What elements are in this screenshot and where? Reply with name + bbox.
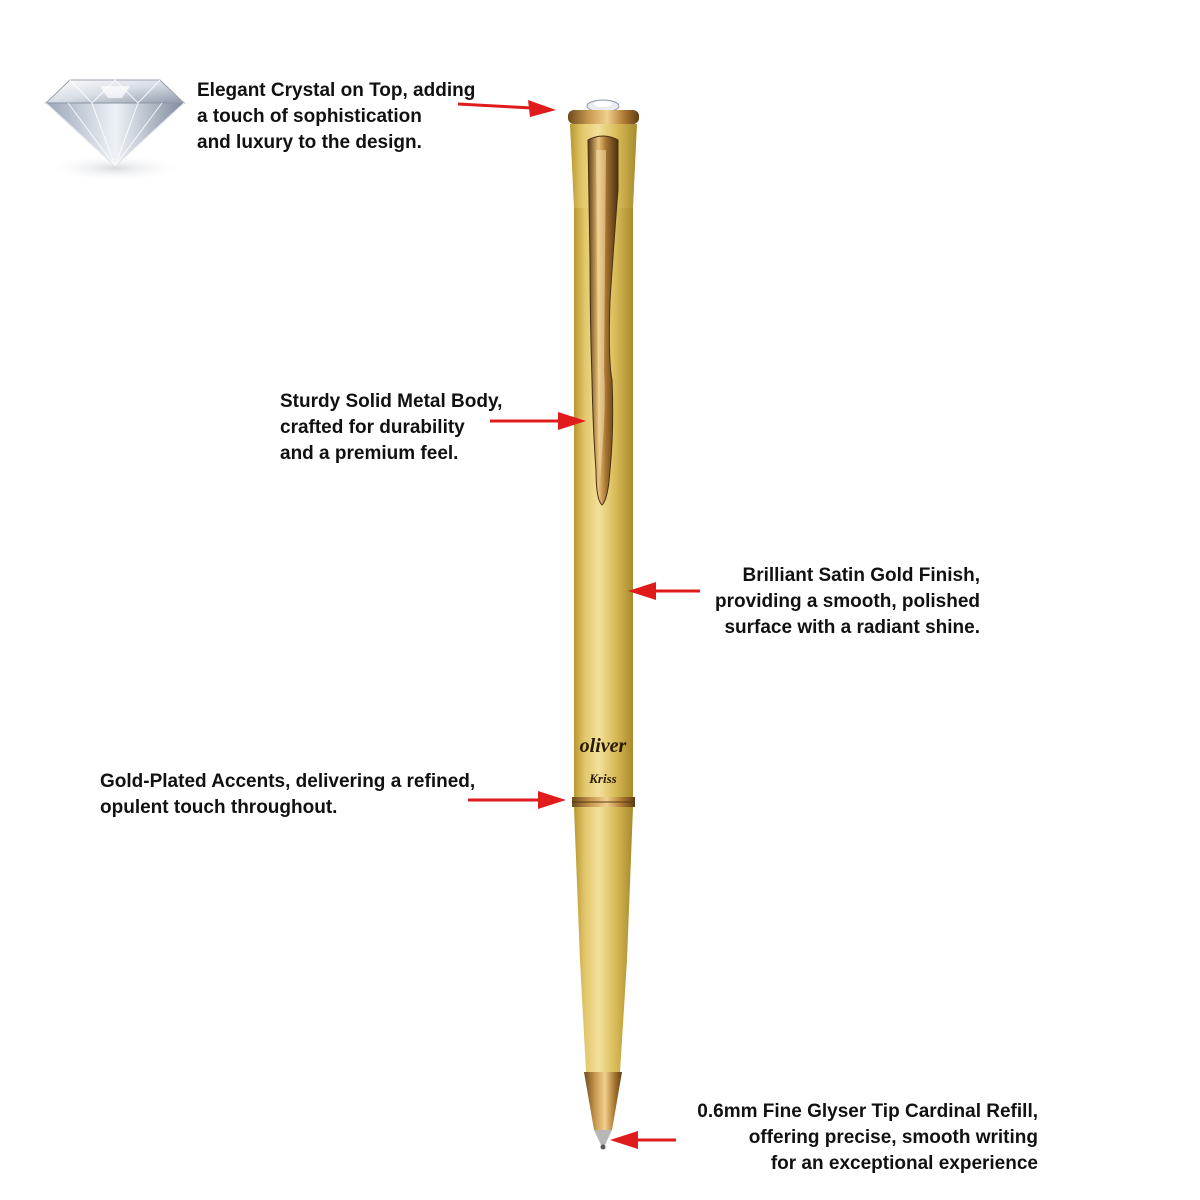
callout-line: for an exceptional experience [770,1153,1038,1174]
callout-line: Sturdy Solid Metal Body, [280,391,503,412]
callout-line: opulent touch throughout. [100,797,338,818]
cap-top-ring [568,110,639,124]
arrow-refill [610,1131,676,1149]
callout-line: Brilliant Satin Gold Finish, [742,565,980,586]
callout-line: providing a smooth, polished [715,591,980,612]
arrow-finish [628,582,700,600]
callout-line: surface with a radiant shine. [724,617,980,638]
arrow-body [490,412,586,430]
callout-line: and luxury to the design. [197,132,422,153]
callout-line: Elegant Crystal on Top, adding [197,80,476,101]
diamond-icon [45,80,185,182]
pen-tip-cone [584,1072,622,1130]
callout-refill [697,1099,1038,1177]
callout-line: a touch of sophistication [197,106,422,127]
callout-metal-body [280,389,502,467]
brand-logo: oliver [579,735,627,757]
callout-line: 0.6mm Fine Glyser Tip Cardinal Refill, [697,1101,1038,1122]
callout-line: and a premium feel. [280,443,459,464]
brand-model: Kriss [589,771,617,786]
callout-gold-accents [100,769,475,821]
pen-image [568,100,639,1150]
callout-satin-finish [715,563,980,641]
refill-tip [594,1130,612,1145]
callout-crystal [197,78,475,156]
pen-barrel-lower [574,807,633,1072]
arrow-accents [468,791,566,809]
callout-line: crafted for durability [280,417,465,438]
callout-line: Gold-Plated Accents, delivering a refined, [100,771,476,792]
callout-line: offering precise, smooth writing [748,1127,1038,1148]
